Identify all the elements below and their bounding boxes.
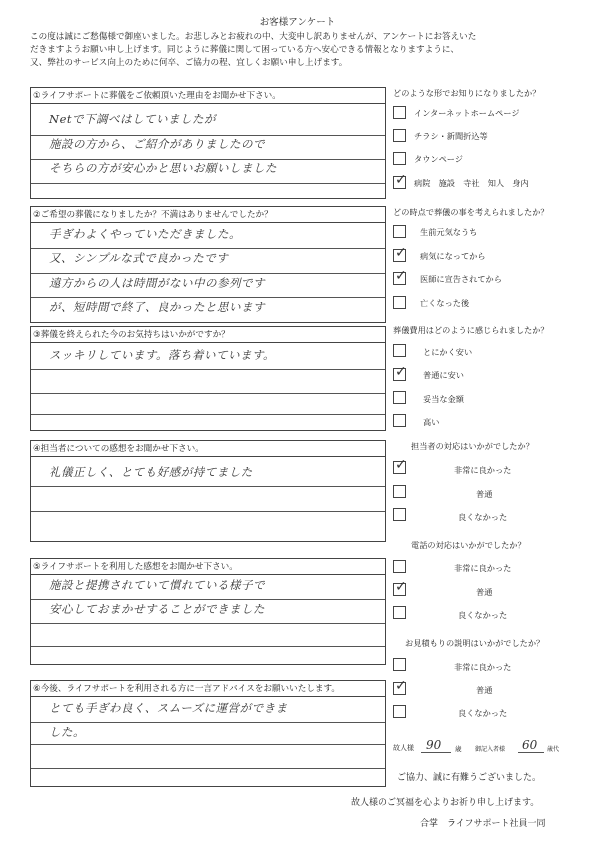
phone-response-question: 電話の対応はいかがでしたか？ bbox=[411, 540, 526, 550]
intro-text: この度は誠にご愁傷様で御座いました。お悲しみとお疲れの中、大変申し訳ありませんが、アンケートにお答えいた だきますようお願い申し上げます。同じように葬儀に関して困っている方へ安心できる情報となりますように、 又、弊社のサービス向上のために何卒、ご協力の程、宜しくお願い申し上げます。 bbox=[30, 32, 477, 68]
checkbox[interactable] bbox=[393, 457, 407, 474]
question-4-box bbox=[30, 440, 386, 542]
writer-age: 60 bbox=[522, 738, 538, 752]
checkbox[interactable] bbox=[393, 508, 406, 521]
how-known-question: どのような形でお知りになりましたか？ bbox=[393, 88, 541, 98]
checkbox[interactable] bbox=[393, 296, 406, 309]
checkbox[interactable] bbox=[393, 579, 407, 596]
question-4-label: ④担当者についての感想をお聞かせ下さい。 bbox=[31, 441, 385, 457]
check-mark-icon: ✓ bbox=[395, 268, 407, 284]
checkbox[interactable] bbox=[393, 485, 406, 498]
answer-line: スッキリしています。落ち着いています。 bbox=[49, 348, 276, 362]
option-label: インターネットホームページ bbox=[414, 108, 520, 118]
checkbox[interactable] bbox=[393, 560, 406, 573]
signature-text: 合掌 ライフサポート社員一同 bbox=[420, 819, 546, 829]
answer-line: 手ぎわよくやっていただきました。 bbox=[49, 227, 241, 241]
checkbox[interactable] bbox=[393, 129, 406, 142]
option-label: 普通 bbox=[476, 489, 493, 499]
checkbox[interactable] bbox=[393, 268, 407, 285]
question-5-box bbox=[30, 558, 386, 665]
answer-line: Netで下調べはしていましたが bbox=[49, 112, 216, 126]
checkbox[interactable] bbox=[393, 344, 406, 357]
checkbox[interactable] bbox=[393, 414, 406, 427]
option-label: 良くなかった bbox=[458, 708, 508, 718]
checkbox[interactable] bbox=[393, 364, 407, 381]
question-1-box bbox=[30, 87, 386, 199]
question-3-box bbox=[30, 326, 386, 431]
answer-line: が、短時間で終了、良かったと思います bbox=[49, 300, 265, 314]
answer-line: 遠方からの人は時間がない中の参列です bbox=[49, 276, 265, 290]
checkbox[interactable] bbox=[393, 152, 406, 165]
answer-line: 施設の方から、ご紹介がありましたので bbox=[49, 137, 265, 151]
check-mark-icon: ✓ bbox=[395, 245, 407, 261]
question-3-label: ③葬儀を終えられた今のお気持ちはいかがですか？ bbox=[31, 327, 385, 343]
answer-line: 又、シンプルな式で良かったです bbox=[49, 251, 229, 265]
checkbox[interactable] bbox=[393, 705, 406, 718]
question-5-label: ⑤ライフサポートを利用した感想をお聞かせ下さい。 bbox=[31, 559, 385, 575]
cost-question: 葬儀費用はどのように感じられましたか？ bbox=[393, 325, 549, 335]
option-label: 高い bbox=[423, 417, 440, 427]
answer-line: 礼儀正しく、とても好感が持てました bbox=[49, 465, 253, 479]
answer-line: 安心しておまかせすることができました bbox=[49, 602, 265, 616]
option-label: とにかく安い bbox=[423, 347, 473, 357]
option-label: 妥当な金額 bbox=[423, 394, 464, 404]
answer-line: とても手ぎわ良く、スムーズに運営ができま bbox=[49, 701, 288, 715]
writer-label: 御記入者様 bbox=[475, 746, 506, 753]
option-label: 亡くなった後 bbox=[420, 298, 470, 308]
estimate-question: お見積もりの説明はいかがでしたか？ bbox=[405, 638, 545, 648]
question-1-label: ①ライフサポートに葬儀をご依頼頂いた理由をお聞かせ下さい。 bbox=[31, 88, 385, 104]
checkbox[interactable] bbox=[393, 391, 406, 404]
thanks-text: ご協力、誠に有難うございました。 bbox=[397, 773, 542, 783]
staff-response-question: 担当者の対応はいかがでしたか？ bbox=[411, 441, 534, 451]
check-mark-icon: ✓ bbox=[395, 172, 407, 188]
option-label: 良くなかった bbox=[458, 512, 508, 522]
check-mark-icon: ✓ bbox=[395, 364, 407, 380]
prayer-text: 故人様のご冥福を心よりお祈り申し上げます。 bbox=[351, 798, 540, 808]
question-6-label: ⑥今後、ライフサポートを利用される方に一言アドバイスをお願いいたします。 bbox=[31, 681, 385, 697]
option-label: 非常に良かった bbox=[454, 662, 512, 672]
option-label: 病気になってから bbox=[420, 251, 486, 261]
checkbox[interactable] bbox=[393, 225, 406, 238]
question-2-label: ②ご希望の葬儀になりましたか？不満はありませんでしたか？ bbox=[31, 207, 385, 223]
deceased-age: 90 bbox=[426, 738, 442, 752]
answer-line: そちらの方が安心かと思いお願いしました bbox=[49, 161, 277, 175]
option-label: 普通 bbox=[476, 587, 493, 597]
answer-line: 施設と提携されていて慣れている様子で bbox=[49, 578, 265, 592]
checkbox[interactable] bbox=[393, 658, 406, 671]
option-label: 普通 bbox=[476, 685, 493, 695]
question-2-box bbox=[30, 206, 386, 323]
check-mark-icon: ✓ bbox=[395, 457, 407, 473]
option-label: 生前元気なうち bbox=[420, 227, 478, 237]
option-label: チラシ・新聞折込等 bbox=[414, 131, 488, 141]
question-6-box bbox=[30, 680, 386, 787]
checkbox[interactable] bbox=[393, 606, 406, 619]
writer-unit: 歳代 bbox=[547, 746, 560, 753]
checkbox[interactable] bbox=[393, 172, 407, 189]
option-label: 非常に良かった bbox=[454, 465, 512, 475]
option-label: 医師に宣告されてから bbox=[420, 274, 502, 284]
check-mark-icon: ✓ bbox=[395, 579, 407, 595]
option-label: 病院 施設 寺社 知人 身内 bbox=[414, 178, 529, 188]
checkbox[interactable] bbox=[393, 245, 407, 262]
when-considered-question: どの時点で葬儀の事を考えられましたか？ bbox=[393, 207, 549, 217]
check-mark-icon: ✓ bbox=[395, 678, 407, 694]
checkbox[interactable] bbox=[393, 106, 406, 119]
option-label: タウンページ bbox=[414, 154, 463, 164]
option-label: 普通に安い bbox=[423, 370, 464, 380]
page-title: お客様アンケート bbox=[259, 17, 336, 28]
age-unit: 歳 bbox=[455, 745, 462, 753]
answer-line: した。 bbox=[49, 725, 85, 739]
deceased-label: 故人様 bbox=[393, 744, 414, 752]
option-label: 良くなかった bbox=[458, 610, 508, 620]
checkbox[interactable] bbox=[393, 678, 407, 695]
option-label: 非常に良かった bbox=[454, 563, 512, 573]
